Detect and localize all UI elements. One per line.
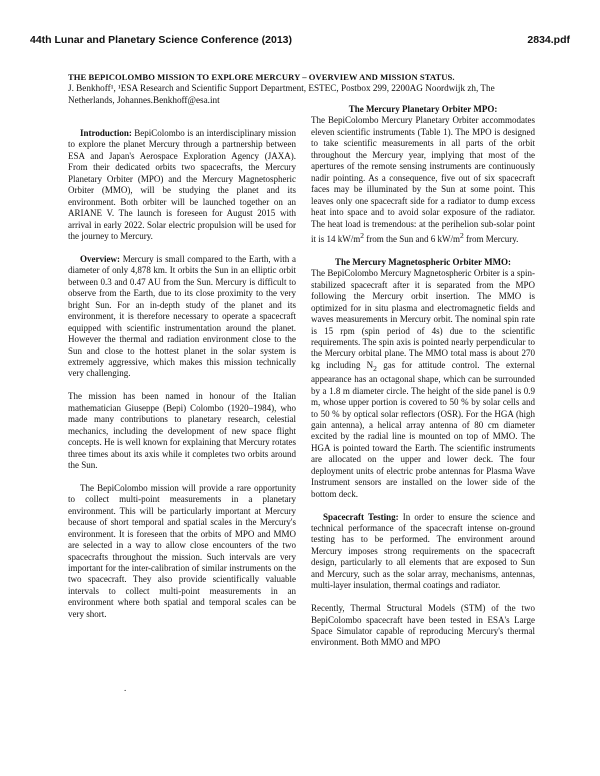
mpo-paragraph xyxy=(311,104,535,245)
opportunity-paragraph: The BepiColombo mission will provide a rare opportunity to collect multi-point measurements in a planetary environment. This will be particularly important at Mercury because of short temporal and spatial scales in the Mercury's environment. It is foreseen that the orbits of MPO and MMO are selected in a way to allow close encounters of the two spacecrafts throughout the mission. Such intervals are very important for the inter-calibration of similar instruments on the two spacecraft. They also provide scientifically valuable intervals to collect multi-point measurements in an environment where both spatial and temporal scales can be very short. xyxy=(68,482,296,619)
mpo-text-c: from Mercury. xyxy=(463,233,519,244)
overview-heading: Overview: xyxy=(80,253,120,264)
mpo-superscript-a: 2 xyxy=(360,230,364,240)
author-affiliation: J. Benkhoff¹, ¹ESA Research and Scientific Support Department, ESTEC, Postbox 299, 2200AG Noordwijk zh, The Netherlands, Johannes.Benkhoff@esa.int xyxy=(68,83,495,105)
mmo-paragraph xyxy=(311,257,535,500)
conference-name: 44th Lunar and Planetary Science Conference (2013) xyxy=(30,34,293,46)
mmo-subscript: 2 xyxy=(373,363,377,373)
paper-title: THE BEPICOLOMBO MISSION TO EXPLORE MERCURY – OVERVIEW AND MISSION STATUS. xyxy=(68,72,455,82)
introduction-paragraph xyxy=(68,128,296,243)
mpo-heading: The Mercury Planetary Orbiter MPO: xyxy=(348,104,498,114)
overview-paragraph xyxy=(68,254,296,380)
mmo-heading: The Mercury Magnetospheric Orbiter MMO: xyxy=(334,256,512,267)
paper-id: 2834.pdf xyxy=(527,34,570,46)
naming-paragraph: The mission has been named in honour of the Italian mathematician Giuseppe (Bepi) Colombo (1920–1984), who made many contributions to planetary research, celestial mechanics, including the development of new space flight concepts. He is well known for explaining that Mercury rotates three times about its axis while it completes two orbits around the Sun. xyxy=(68,391,296,471)
mmo-text-b: gas for attitude control. The external appearance has an octagonal shape, which can be surrounded by a 1.8 m diameter circle. The height of the side panel is 0.9 m, whose upper portion is covered to 50 % by solar cells and to 50 % by optical solar reflectors (OSR). For the HGA (high gain antenna), a helical array antenna of 80 cm diameter excited by the radial line is mounted on top of MMO. The HGA is pointed toward the Earth. The scientific instruments are allocated on the upper and lower deck. The four deployment units of electric probe antennas for Plasma Wave Instrument sensors are installed on the lower side of the bottom deck. xyxy=(311,359,535,499)
introduction-text: BepiColombo is an interdisciplinary mission to explore the planet Mercury through a partnership between ESA and Japan's Aerospace Exploration Agency (JAXA). From their dedicated orbits two spacecrafts, the Mercury Planetary Orbiter (MPO) and the Mercury Magnetospheric Orbiter (MMO), will be studying the planet and its environment. Both orbiter will be launched together on an ARIANE V. The launch is foreseen for August 2015 with arrival in early 2022. Solar electric propulsion will be used for the journey to Mercury. xyxy=(68,128,296,242)
introduction-heading: Introduction: xyxy=(80,128,132,138)
testing-text: In order to ensure the science and technical performance of the spacecraft intense on-ground testing has to be performed. The environment around Mercury imposes strong requirements on the spacecraft design, particularly to all elements that are exposed to Sun and Mercury, such as the solar array, mechanisms, antennas, multi-layer insulation, thermal coatings and radiator. xyxy=(311,511,536,591)
right-column xyxy=(311,104,535,660)
left-column xyxy=(68,128,296,632)
title-block xyxy=(68,72,538,106)
mpo-superscript-b: 2 xyxy=(460,230,464,240)
stray-mark: . xyxy=(124,683,127,693)
mmo-text-a: The BepiColombo Mercury Magnetospheric Orbiter is a spin-stabilized spacecraft after it is separated from the MPO following the Mercury orbit insertion. The MMO is optimized for in situ plasma and electromagnetic fields and waves measurements in Mercury orbit. The nominal spin rate is 15 rpm (spin period of 4s) due to the scientific requirements. The spin axis is pointed nearly perpendicular to the Mercury orbital plane. The MMO total mass is about 270 kg including N xyxy=(311,268,535,370)
mpo-text-a: The BepiColombo Mercury Planetary Orbiter accommodates eleven scientific instruments (Table 1). The MPO is designed to take scientific measurements in all parts of the orbit throughout the Mercury year, implying that most of the apertures of the remote sensing instruments are continuously nadir pointing. As a consequence, five out of six spacecraft faces may be illuminated by the Sun at some point. This leaves only one spacecraft side for a radiator to dump excess heat into space and to avoid solar exposure of the radiator. The heat load is tremendous: at the perihelion sub-solar point it is 14 kW/m xyxy=(311,115,535,244)
stm-paragraph: Recently, Thermal Structural Models (STM) of the two BepiColombo spacecraft have been tested in ESA's Large Space Simulator capable of reproducing Mercury's thermal environment. Both MMO and MPO xyxy=(311,603,535,648)
page-header xyxy=(30,34,570,48)
mpo-text-b: from the Sun and 6 kW/m xyxy=(364,233,460,244)
testing-heading: Spacecraft Testing: xyxy=(323,511,399,522)
overview-text: Mercury is small compared to the Earth, with a diameter of only 4,878 km. It orbits the Sun in an elliptic orbit between 0.3 and 0.47 AU from the Sun. Mercury is difficult to observe from the Earth, due to its close proximity to the very bright Sun. For an in-depth study of the planet and its environment, it is therefore necessary to operate a spacecraft equipped with scientific instrumentation around the planet. However the thermal and radiation environment close to the Sun and close to the hottest planet in the solar system is extremely aggressive, which makes this mission technically very challenging. xyxy=(68,253,296,379)
testing-paragraph xyxy=(311,512,535,592)
